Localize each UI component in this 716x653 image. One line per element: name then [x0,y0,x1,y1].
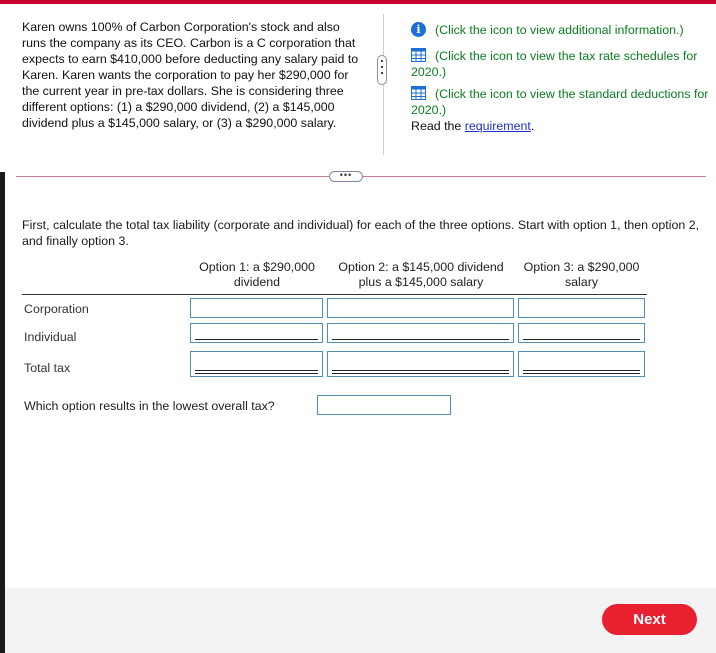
horizontal-resize-handle[interactable]: ••• [329,171,363,182]
vertical-resize-handle[interactable] [377,55,387,85]
tax-rate-schedules-link[interactable]: (Click the icon to view the tax rate schedules for 2020.) [411,49,698,79]
lowest-tax-answer-input[interactable] [317,395,451,415]
lowest-tax-question: Which option results in the lowest overall tax? [24,399,275,413]
individual-option-2-input[interactable] [327,323,514,343]
requirement-line: Read the requirement. [411,119,535,133]
row-label-individual: Individual [24,330,77,344]
info-panel [411,22,711,134]
column-header-option-3: Option 3: a $290,000 salary [523,260,640,289]
corporation-option-1-input[interactable] [190,298,323,318]
requirement-link[interactable]: requirement [464,119,531,133]
total-tax-option-1-input[interactable] [190,351,323,377]
next-button[interactable]: Next [602,604,697,635]
table-icon[interactable] [411,48,426,62]
problem-statement: Karen owns 100% of Carbon Corporation's stock and also runs the company as its CEO. Carbon is a C corporation that expects to earn $410,000 before deducting any salary paid to Karen. Karen wants the corporation to pay her $290,000 for the current year in pre-tax dollars. She is considering three different options: (1) a $290,000 dividend, (2) a $145,000 dividend plus a $145,000 salary, or (3) a $290,000 salary. [22,20,359,130]
row-label-total-tax: Total tax [24,361,71,375]
standard-deductions-link[interactable]: (Click the icon to view the standard deductions for 2020.) [411,87,709,117]
additional-info-link[interactable]: i (Click the icon to view additional information.) [411,22,711,38]
column-header-option-2: Option 2: a $145,000 dividend plus a $145,000 salary [338,260,504,289]
total-tax-option-2-input[interactable] [327,351,514,377]
corporation-option-2-input[interactable] [327,298,514,318]
table-icon[interactable] [411,86,426,100]
top-accent-bar [0,0,716,4]
total-tax-option-3-input[interactable] [518,351,645,377]
info-icon[interactable]: i [411,22,426,37]
individual-option-3-input[interactable] [518,323,645,343]
header-rule [22,294,647,295]
instruction-text: First, calculate the total tax liability (corporate and individual) for each of the three options. Start with option 1, then option 2, and finally option 3. [22,218,700,248]
column-header-option-1: Option 1: a $290,000 dividend [199,260,315,289]
individual-option-1-input[interactable] [190,323,323,343]
left-edge-bar [0,172,5,653]
corporation-option-3-input[interactable] [518,298,645,318]
row-label-corporation: Corporation [24,302,89,316]
